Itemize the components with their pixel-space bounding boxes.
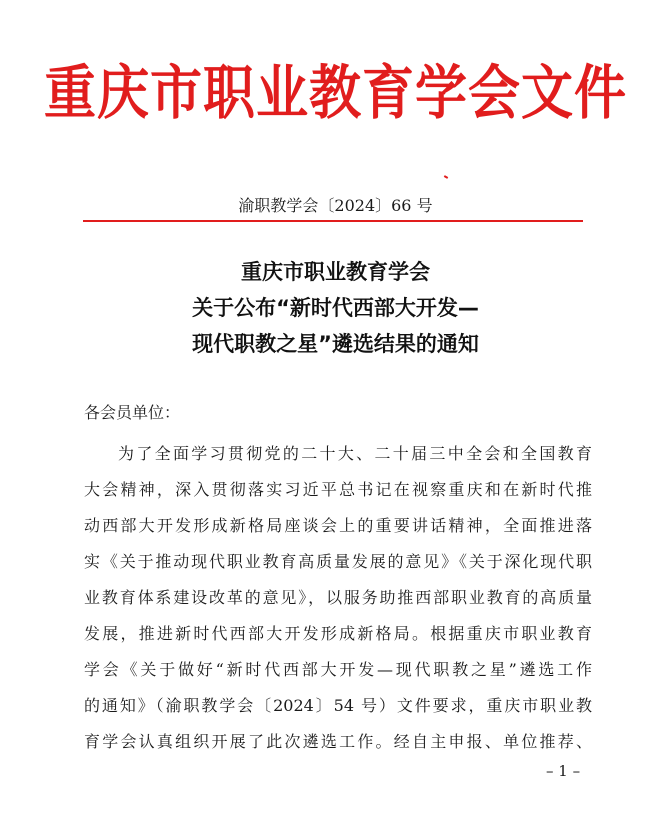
title-line-3: 现代职教之星”遴选结果的通知	[192, 332, 479, 356]
page-number: – 1 –	[546, 762, 581, 780]
body-line: 学会《关于做好“新时代西部大开发—现代职教之星”遴选工作	[84, 660, 592, 679]
body-line: 育学会认真组织开展了此次遴选工作。经自主申报、单位推荐、	[84, 732, 592, 751]
title-line-2: 关于公布“新时代西部大开发—	[192, 296, 479, 320]
notice-title	[0, 254, 671, 362]
org-header-title: 重庆市职业教育学会文件	[43, 60, 627, 128]
title-line-1: 重庆市职业教育学会	[241, 260, 430, 284]
red-divider-line	[83, 220, 583, 222]
body-line: 实《关于推动现代职业教育高质量发展的意见》《关于深化现代职	[84, 552, 592, 571]
body-line: 的通知》（渝职教学会〔2024〕54 号）文件要求，重庆市职业教	[84, 696, 592, 715]
body-line: 为了全面学习贯彻党的二十大、二十届三中全会和全国教育	[118, 444, 592, 463]
red-mark	[444, 175, 448, 179]
salutation: 各会员单位：	[84, 403, 181, 422]
document-number: 渝职教学会〔2024〕66 号	[238, 196, 433, 215]
body-line: 业教育体系建设改革的意见》，以服务助推西部职业教育的高质量	[84, 588, 592, 607]
body-line: 大会精神，深入贯彻落实习近平总书记在视察重庆和在新时代推	[84, 480, 592, 499]
body-paragraph	[84, 436, 592, 760]
body-line: 动西部大开发形成新格局座谈会上的重要讲话精神，全面推进落	[84, 516, 592, 535]
body-line: 发展，推进新时代西部大开发形成新格局。根据重庆市职业教育	[84, 624, 592, 643]
